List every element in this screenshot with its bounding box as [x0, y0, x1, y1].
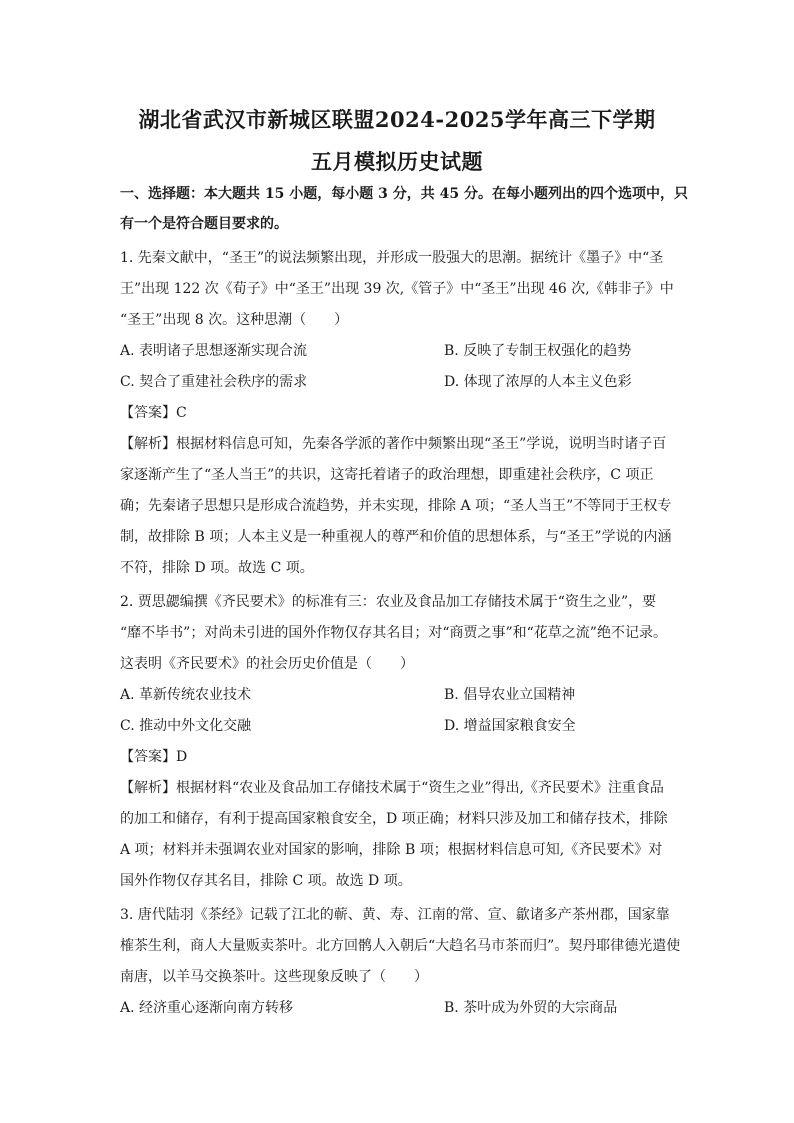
title-line-1: 湖北省武汉市新城区联盟2024-2025学年高三下学期 — [138, 107, 656, 132]
title-line-2: 五月模拟历史试题 — [311, 149, 483, 174]
question-1-option-c: C. 契合了重建社会秩序的需求 — [120, 374, 308, 390]
section-header-line: 有一个是符合题目要求的。 — [120, 216, 288, 232]
question-1-analysis-line: 确；先秦诸子思想只是形成合流趋势，并未实现，排除 A 项；“圣人当王”不等同于王权专 — [120, 498, 672, 514]
question-1-analysis-line: 不符，排除 D 项。故选 C 项。 — [120, 560, 314, 576]
question-2-analysis-line: 的加工和储存，有利于提高国家粮食安全，D 项正确；材料只涉及加工和储存技术，排除 — [120, 811, 668, 827]
question-1-stem-line: “圣王”出现 8 次。这种思潮（ ） — [120, 312, 349, 328]
question-1-option-d: D. 体现了浓厚的人本主义色彩 — [444, 374, 632, 390]
question-1-answer: 【答案】C — [120, 405, 187, 421]
question-2-analysis-line: 国外作物仅存其名目，排除 C 项。故选 D 项。 — [120, 873, 412, 889]
question-2-option-c: C. 推动中外文化交融 — [120, 718, 252, 734]
question-2-option-d: D. 增益国家粮食安全 — [444, 718, 576, 734]
question-1-analysis-line: 【解析】根据材料信息可知，先秦各学派的著作中频繁出现“圣王”学说，说明当时诸子百 — [120, 436, 667, 452]
question-1-analysis-line: 制，故排除 B 项；人本主义是一种重视人的尊严和价值的思想体系，与“圣王”学说的内涵 — [120, 529, 672, 545]
question-1-stem-line: 王”出现 122 次《荀子》中“圣王”出现 39 次,《管子》中“圣王”出现 46 次,《韩非子》中 — [120, 281, 674, 297]
question-3-stem-line: 榷茶生利，商人大量贩卖茶叶。北方回鹘人入朝后“大趋名马市茶而归”。契丹耶律德光遣使 — [120, 938, 681, 954]
question-1-option-b: B. 反映了专制王权强化的趋势 — [444, 343, 632, 359]
question-2-answer: 【答案】D — [120, 749, 188, 765]
question-2-analysis-line: A 项；材料并未强调农业对国家的影响，排除 B 项；根据材料信息可知,《齐民要术》对 — [120, 842, 663, 858]
question-3-stem-line: 南唐，以羊马交换茶叶。这些现象反映了（ ） — [120, 969, 428, 985]
question-2-stem-line: 2. 贾思勰编撰《齐民要术》的标准有三：农业及食品加工存储技术属于“资生之业”，要 — [120, 594, 657, 610]
question-3-option-b: B. 茶叶成为外贸的大宗商品 — [444, 1000, 618, 1016]
section-header-line: 一、选择题：本大题共 15 小题，每小题 3 分，共 45 分。在每小题列出的四个选项中，只 — [120, 186, 688, 202]
question-3-option-a: A. 经济重心逐渐向南方转移 — [120, 1000, 294, 1016]
question-1-analysis-line: 家逐渐产生了“圣人当王”的共识，这寄托着诸子的政治理想，即重建社会秩序，C 项正 — [120, 467, 654, 483]
question-3-stem-line: 3. 唐代陆羽《茶经》记载了江北的蕲、黄、寿、江南的常、宣、歙诸多产茶州郡，国家靠 — [120, 907, 670, 923]
question-2-option-b: B. 倡导农业立国精神 — [444, 687, 576, 703]
question-2-option-a: A. 革新传统农业技术 — [120, 687, 252, 703]
question-1-stem-line: 1. 先秦文献中，“圣王”的说法频繁出现，并形成一股强大的思潮。据统计《墨子》中“圣 — [120, 250, 664, 266]
question-2-stem-line: “靡不毕书”；对尚未引进的国外作物仅存其名目；对“商贾之事”和“花草之流”绝不记录。 — [120, 625, 667, 641]
question-1-option-a: A. 表明诸子思想逐渐实现合流 — [120, 343, 308, 359]
question-2-stem-line: 这表明《齐民要术》的社会历史价值是（ ） — [120, 656, 414, 672]
question-2-analysis-line: 【解析】根据材料“农业及食品加工存储技术属于“资生之业”得出,《齐民要术》注重食品 — [120, 780, 664, 796]
